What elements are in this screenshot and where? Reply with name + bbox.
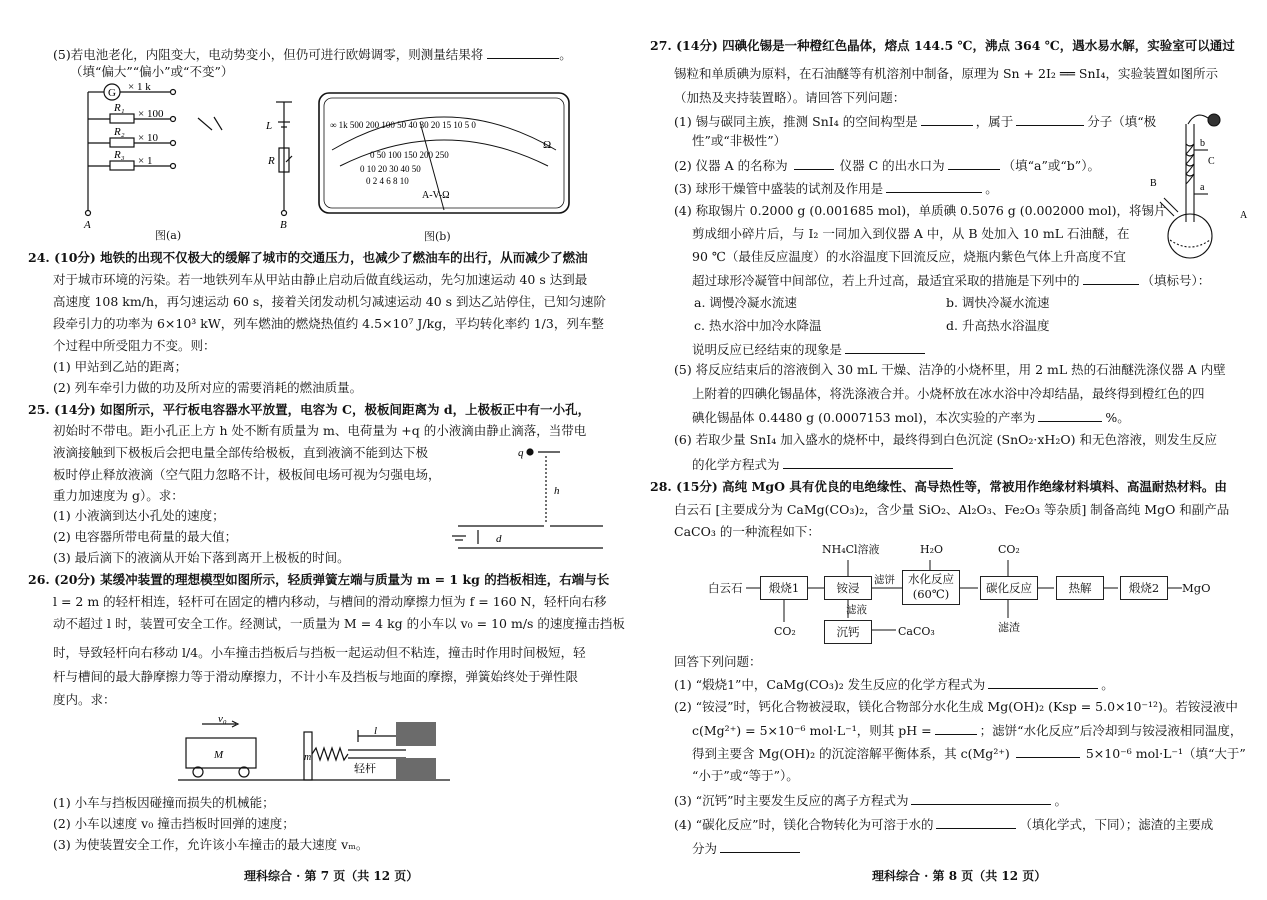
q24-line: 24. (10分) 地铁的出现不仅极大的缓解了城市的交通压力，也减少了燃油车的出行，从而减少了燃油 — [28, 250, 588, 265]
option-c: c. 热水浴中加冷水降温 — [694, 318, 822, 333]
q26-line: 时，导致轻杆向右移动 l/4。小车撞击挡板后与挡板一起运动但不粘连，撞击时作用时间极短，轻 — [53, 645, 586, 660]
answer-blank[interactable] — [921, 113, 973, 126]
q27-4-line: (4) 称取锡片 0.2000 g (0.001685 mol)，单质碘 0.5076 g (0.002000 mol)，将锡片 — [674, 203, 1167, 218]
ohm-unit: Ω — [543, 139, 552, 151]
q25-line: 25. (14分) 如图所示，平行板电容器水平放置，电容为 C，极板间距离为 d，上极板正中有一小孔， — [28, 402, 591, 417]
figure-b-caption: 图(b) — [424, 230, 451, 243]
flow-filter-cake: 滤饼 — [874, 574, 895, 586]
answer-blank[interactable] — [948, 157, 1000, 170]
q28-2-line: “小于”或“等于”）。 — [692, 768, 799, 783]
q27-line: 27. (14分) 四碘化锡是一种橙红色晶体，熔点 144.5 ℃，沸点 364 ℃，遇水易水解，实验室可以通过 — [650, 38, 1235, 53]
figure-a-circuit — [80, 82, 310, 242]
q24-part: (2) 列车牵引力做的功及所对应的需要消耗的燃油质量。 — [53, 380, 363, 395]
gap-label: d — [496, 533, 502, 545]
answer-blank[interactable] — [935, 722, 977, 735]
avo-label: A-V-Ω — [422, 190, 450, 201]
flow-step-carbonation: 碳化反应 — [980, 576, 1038, 600]
q27-2: (2) 仪器 A 的名称为 仪器 C 的出水口为 （填“a”或“b”）。 — [674, 158, 1100, 173]
rod-length-label: l — [374, 725, 378, 737]
ohm-scale: ∞ 1k 500 200 100 50 40 30 20 15 10 5 0 — [330, 120, 476, 130]
q28-intro: 回答下列问题： — [674, 654, 762, 669]
range-x100: × 100 — [138, 108, 164, 120]
rheostat-label: R — [268, 155, 275, 167]
answer-blank[interactable] — [988, 676, 1098, 689]
q26-line: 度内。求： — [53, 692, 116, 707]
q24-line: 段牵引力的功率为 6×10³ kW，列车燃油的燃烧热值约 4.5×10⁷ J/kg，平均转化率约 1/3，列车整 — [53, 316, 604, 331]
r3-label: R₃ — [114, 149, 125, 161]
charge-label: q — [518, 447, 524, 459]
q27-4-end: 说明反应已经结束的现象是 — [692, 341, 925, 358]
plate-mass-label: m — [304, 752, 312, 763]
q25-line: 板时停止释放液滴（空气阻力忽略不计，极板间电场可视为匀强电场， — [53, 467, 441, 482]
option-b: b. 调快冷凝水流速 — [946, 295, 1050, 310]
q26-line: l = 2 m 的轻杆相连，轻杆可在固定的槽内移动，与槽间的滑动摩擦力恒为 f = 160 N，轻杆向右移 — [53, 594, 607, 609]
q27-4-line: 超过球形冷凝管中间部位，若上升过高，最适宜采取的措施是下列中的 （填标号）： — [692, 273, 1211, 288]
answer-blank[interactable] — [1038, 409, 1102, 422]
dc-scale-250: 0 50 100 150 200 250 — [370, 150, 449, 160]
q27-5-line: 碘化锡晶体 0.4480 g (0.0007153 mol)，本次实验的产率为 %。 — [692, 410, 1130, 425]
q25-part: (1) 小液滴到达小孔处的速度； — [53, 508, 225, 523]
left-page — [0, 0, 628, 900]
option-d: d. 升高热水浴温度 — [946, 318, 1050, 333]
cart-mass-label: M — [214, 749, 224, 761]
q28-2-line: c(Mg²⁺) = 5×10⁻⁶ mol·L⁻¹，则其 pH = ；滤饼“水化反应”后冷却到与铵浸液相同温度， — [692, 723, 1243, 738]
answer-blank[interactable] — [1016, 113, 1084, 126]
q27-6-line: (6) 若取少量 SnI₄ 加入盛水的烧杯中，最终得到白色沉淀 (SnO₂·xH₂O) 和无色溶液，则发生反应 — [674, 432, 1217, 447]
figure-b-meter — [318, 92, 570, 226]
q27-line: （加热及夹持装置略）。请回答下列问题： — [674, 90, 906, 105]
q28-4-line: (4) “碳化反应”时，镁化合物转化为可溶于水的 （填化学式，下同）；滤渣的主要成 — [674, 817, 1214, 832]
port-b-label: B — [1150, 178, 1157, 189]
flow-input-nh4cl: NH₄Cl溶液 — [822, 543, 880, 556]
q28-2-line: 得到主要含 Mg(OH)₂ 的沉淀溶解平衡体系，其 c(Mg²⁺) 5×10⁻⁶ mol·L⁻¹（填“大于” — [692, 746, 1246, 761]
range-x1k: × 1 k — [128, 82, 151, 93]
q27-6-line: 的化学方程式为 — [692, 456, 953, 473]
page-footer-right: 理科综合 · 第 8 页（共 12 页） — [872, 869, 1047, 883]
q26-part: (1) 小车与挡板因碰撞而损失的机械能； — [53, 795, 275, 810]
q28-1: (1) “煅烧1”中，CaMg(CO₃)₂ 发生反应的化学方程式为 。 — [674, 677, 1114, 692]
figure-27-apparatus — [1136, 104, 1256, 264]
flask-a-label: A — [1240, 210, 1248, 221]
condenser-c-label: C — [1208, 156, 1215, 167]
flow-filtrate: 滤液 — [846, 604, 867, 616]
figure-a-caption: 图(a) — [155, 229, 182, 242]
q24-part: (1) 甲站到乙站的距离； — [53, 359, 188, 374]
range-x1: × 1 — [138, 155, 153, 167]
answer-blank[interactable] — [886, 180, 982, 193]
figure-26-buffer — [176, 714, 452, 788]
answer-blank[interactable] — [794, 157, 834, 170]
q28-2-line: (2) “铵浸”时，钙化合物被浸取，镁化合物部分水化生成 Mg(OH)₂ (Ksp = 5.0×10⁻¹²)。若铵浸液中 — [674, 699, 1238, 714]
flow-step-ammonium-leach: 铵浸 — [824, 576, 872, 600]
q23-5-line1: (5)若电池老化，内阻变大，电动势变小，但仍可进行欧姆调零，则测量结果将 。 — [53, 47, 572, 62]
flow-output-co2: CO₂ — [774, 625, 796, 638]
q24-line: 对于城市环境的污染。若一地铁列车从甲站由静止启动后做直线运动，先匀加速运动 40 s 达到最 — [53, 272, 588, 287]
answer-blank[interactable] — [845, 341, 925, 354]
q25-part: (3) 最后滴下的液滴从开始下落到离开上极板的时间。 — [53, 550, 350, 565]
right-page — [636, 0, 1267, 900]
q24-line: 高速度 108 km/h，再匀速运动 60 s，接着关闭发动机匀减速运动 40 s 到达乙站停住，已知匀速阶 — [53, 294, 607, 309]
q27-5-line: (5) 将反应结束后的溶液倒入 30 mL 干燥、洁净的小烧杯里，用 2 mL 热的石油醚洗涤仪器 A 内壁 — [674, 362, 1226, 377]
q24-line: 个过程中所受阻力不变。则： — [53, 338, 216, 353]
q27-1: (1) 锡与碳同主族，推测 SnI₄ 的空间构型是 ，属于 分子（填“极 — [674, 114, 1157, 129]
q27-1-cont: 性”或“非极性”） — [692, 133, 787, 148]
height-label: h — [554, 485, 560, 497]
r2-label: R₂ — [114, 126, 125, 138]
flow-step-pyrolysis: 热解 — [1056, 576, 1104, 600]
q27-5-line: 上附着的四碘化锡晶体，将洗涤液合并。小烧杯放在冰水浴中冷却结晶，最终得到橙红色的四 — [692, 386, 1205, 401]
option-a: a. 调慢冷凝水流速 — [694, 295, 797, 310]
q27-4-line: 剪成细小碎片后，与 I₂ 一同加入到仪器 A 中，从 B 处加入 10 mL 石油醚，在 — [692, 226, 1130, 241]
q28-line: 白云石 [主要成分为 CaMg(CO₃)₂，含少量 SiO₂、Al₂O₃、Fe₂O₃ 等杂质] 制备高纯 MgO 和副产品 — [674, 502, 1230, 517]
q27-3: (3) 球形干燥管中盛装的试剂及作用是 。 — [674, 181, 998, 196]
flow-product-mgo: MgO — [1182, 581, 1211, 595]
terminal-a-label: A — [84, 219, 91, 231]
q26-part: (3) 为使装置安全工作，允许该小车撞击的最大速度 vₘ。 — [53, 837, 369, 852]
flow-residue: 滤渣 — [998, 621, 1020, 634]
q27-line: 锡粒和单质碘为原料，在石油醚等有机溶剂中制备，原理为 Sn + 2I₂ ══ SnI₄，实验装置如图所示 — [674, 66, 1218, 81]
q28-4-line: 分为 — [692, 840, 800, 857]
dc-scale-10: 0 2 4 6 8 10 — [366, 176, 409, 186]
answer-blank[interactable] — [720, 840, 800, 853]
answer-blank[interactable] — [1016, 745, 1080, 758]
r1-label: R₁ — [114, 102, 125, 114]
q26-part: (2) 小车以速度 v₀ 撞击挡板时回弹的速度； — [53, 816, 295, 831]
terminal-b-label: B — [280, 219, 287, 231]
q25-part: (2) 电容器所带电荷量的最大值； — [53, 529, 238, 544]
figure-25-capacitor — [448, 440, 608, 560]
q28-line: 28. (15分) 高纯 MgO 具有优良的电绝缘性、高导热性等，常被用作绝缘材料填料、高温耐热材料。由 — [650, 479, 1227, 494]
flow-byproduct-caco3: CaCO₃ — [898, 625, 935, 638]
q27-4-line: 90 ℃（最佳反应温度）的水浴温度下回流反应，烧瓶内紫色气体上升高度不宜 — [692, 249, 1126, 264]
answer-blank[interactable] — [1083, 272, 1139, 285]
range-x10: × 10 — [138, 132, 158, 144]
dc-scale-50: 0 10 20 30 40 50 — [360, 164, 421, 174]
flow-input-water: H₂O — [920, 543, 944, 556]
answer-blank[interactable] — [487, 46, 559, 59]
battery-label: L — [266, 120, 273, 132]
answer-blank[interactable] — [936, 816, 1016, 829]
page-footer-left: 理科综合 · 第 7 页（共 12 页） — [244, 869, 419, 883]
q25-line: 液滴接触到下极板后会把电量全部传给极板，直到液滴不能到达下极 — [53, 445, 429, 460]
flow-input-co2: CO₂ — [998, 543, 1020, 556]
inlet-a-label: a — [1200, 182, 1205, 193]
q28-3: (3) “沉钙”时主要发生反应的离子方程式为 。 — [674, 793, 1067, 808]
rod-label: 轻杆 — [354, 763, 376, 775]
flow-step-calcium-precipitation: 沉钙 — [824, 620, 872, 644]
flow-step-calcination-1: 煅烧1 — [760, 576, 808, 600]
galvanometer-label: G — [108, 87, 116, 99]
q25-line: 初始时不带电。距小孔正上方 h 处不断有质量为 m、电荷量为 +q 的小液滴由静止滴落，当带电 — [53, 423, 587, 438]
q28-line: CaCO₃ 的一种流程如下： — [674, 524, 820, 539]
outlet-b-label: b — [1200, 138, 1205, 149]
q26-line: 杆与槽间的最大静摩擦力等于滑动摩擦力，不计小车及挡板与地面的摩擦，弹簧始终处于弹性限 — [53, 669, 579, 684]
answer-blank[interactable] — [783, 456, 953, 469]
q26-line: 26. (20分) 某缓冲装置的理想模型如图所示，轻质弹簧左端与质量为 m = 1 kg 的挡板相连，右端与长 — [28, 572, 610, 587]
flow-start: 白云石 — [708, 581, 743, 595]
q23-5-line2: （填“偏大”“偏小”或“不变”） — [70, 64, 234, 79]
answer-blank[interactable] — [911, 792, 1051, 805]
flow-step-hydration: 水化反应 (60℃) — [902, 570, 960, 605]
q26-line: 动不超过 l 时，装置可安全工作。经测试，一质量为 M = 4 kg 的小车以 v₀ = 10 m/s 的速度撞击挡板 — [53, 616, 625, 631]
flow-step-calcination-2: 煅烧2 — [1120, 576, 1168, 600]
q25-line: 重力加速度为 g）。求： — [53, 488, 184, 503]
initial-velocity-label: v₀ — [218, 714, 227, 725]
